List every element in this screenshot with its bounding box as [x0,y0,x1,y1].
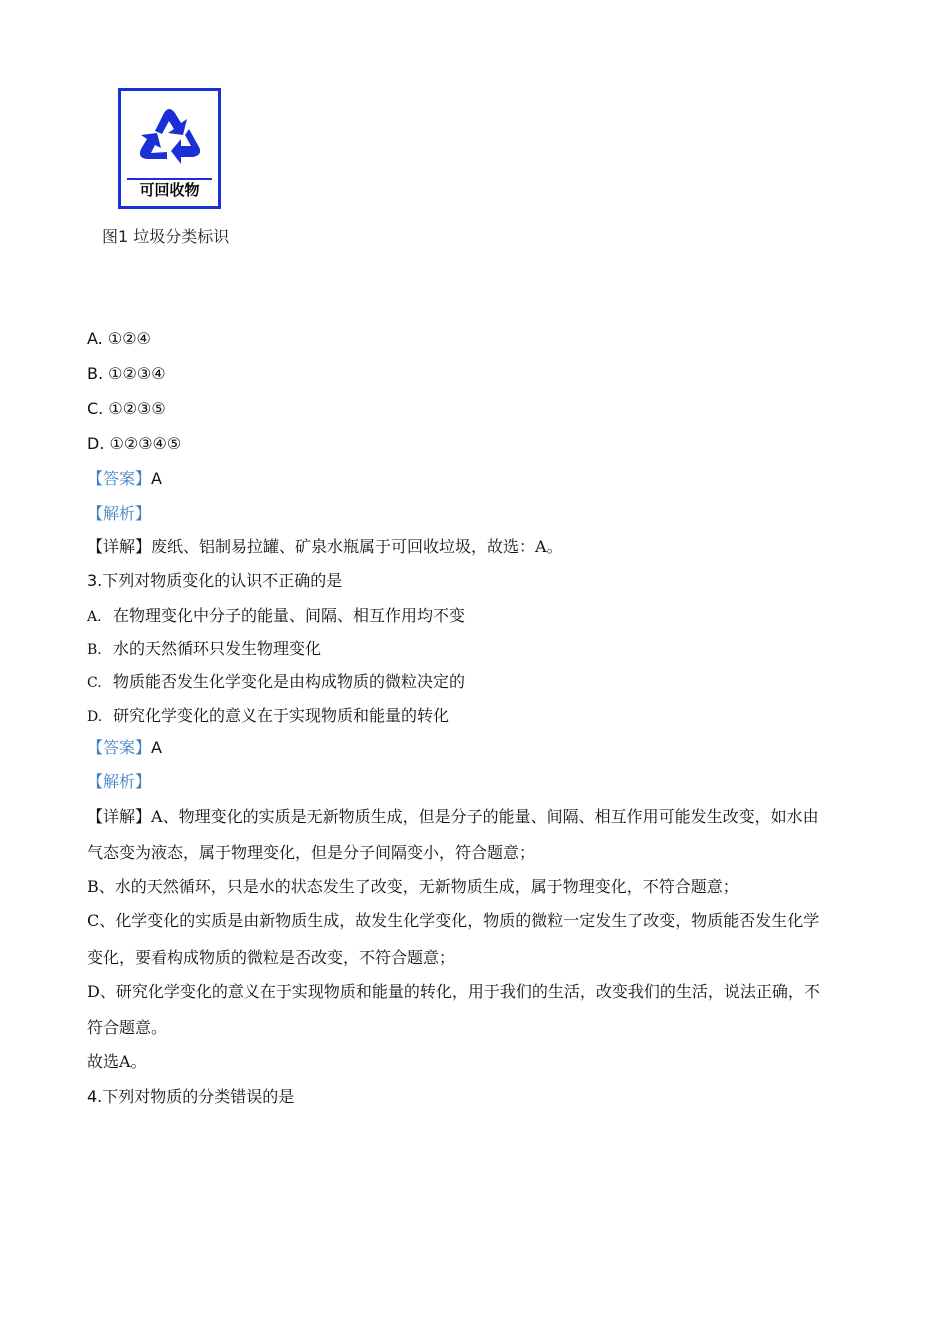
q2-option-a [87,329,151,349]
figure-1 [102,88,230,246]
q3-stem [87,571,342,591]
q4-stem [87,1087,294,1107]
option-text: 在物理变化中分子的能量、间隔、相互作用均不变 [113,606,466,625]
q3-option-c [87,672,465,693]
option-letter: C. [87,675,102,691]
q3-detail-line-1 [87,807,819,827]
answer-tag: 【答案】 [87,738,152,757]
detail-text: A、物理变化的实质是无新物质生成，但是分子的能量、间隔、相互作用可能发生改变，如水由 [151,807,819,826]
q3-analysis [87,772,151,792]
option-letter: A. [87,329,103,348]
q3-detail-line-7 [87,1018,167,1038]
q3-detail-line-3 [87,877,739,897]
q3-detail-line-5 [87,948,455,968]
q2-option-b [87,364,166,384]
q2-analysis [87,504,151,524]
option-letter: D. [87,434,105,453]
figure-caption: 图1 垃圾分类标识 [102,227,230,246]
detail-text: B、水的天然循环，只是水的状态发生了改变，无新物质生成，属于物理变化，不符合题意； [87,877,739,896]
question-number: 3. [87,571,103,590]
detail-text: C、化学变化的实质是由新物质生成，故发生化学变化，物质的微粒一定发生了改变，物质能否发生化学 [87,911,820,930]
option-letter: B. [87,642,102,658]
option-letter: C. [87,399,104,418]
detail-text: 符合题意。 [87,1018,168,1037]
q3-option-b [87,639,321,660]
answer-value: A [151,469,162,488]
detail-tag: 【详解】 [87,807,152,826]
recycle-icon [131,101,208,173]
detail-text: D、研究化学变化的意义在于实现物质和能量的转化，用于我们的生活，改变我们的生活，说法正确，不 [87,982,820,1001]
analysis-tag: 【解析】 [87,504,152,523]
q3-option-d [87,706,449,727]
question-stem: 下列对物质的分类错误的是 [102,1087,295,1106]
recycling-sign [118,88,221,209]
detail-text: 变化，要看构成物质的微粒是否改变，不符合题意； [87,948,456,967]
q3-detail-line-6 [87,982,820,1002]
option-text: ①②③⑤ [108,399,166,418]
q2-detail [87,537,563,557]
answer-value: A [151,738,162,757]
q3-detail-line-2 [87,843,535,863]
option-text: ①②④ [107,329,151,348]
answer-tag: 【答案】 [87,469,152,488]
option-text: 研究化学变化的意义在于实现物质和能量的转化 [113,706,450,725]
q3-answer [87,738,162,758]
option-text: 水的天然循环只发生物理变化 [113,639,322,658]
option-text: ①②③④⑤ [109,434,182,453]
q2-answer [87,469,162,489]
option-letter: B. [87,364,104,383]
sign-label: 可回收物 [127,178,212,200]
option-letter: A. [87,609,102,625]
q3-option-a [87,606,465,627]
q2-option-d [87,434,181,454]
analysis-tag: 【解析】 [87,772,152,791]
detail-text: 废纸、铝制易拉罐、矿泉水瓶属于可回收垃圾，故选：A。 [151,537,563,556]
detail-text: 故选A。 [87,1052,147,1071]
option-text: 物质能否发生化学变化是由构成物质的微粒决定的 [113,672,466,691]
q3-detail-line-4 [87,911,819,931]
detail-text: 气态变为液态，属于物理变化，但是分子间隔变小，符合题意； [87,843,536,862]
q2-option-c [87,399,166,419]
question-number: 4. [87,1087,103,1106]
question-stem: 下列对物质变化的认识不正确的是 [102,571,343,590]
option-text: ①②③④ [108,364,166,383]
detail-tag: 【详解】 [87,537,152,556]
option-letter: D. [87,709,103,725]
q3-detail-line-8 [87,1052,147,1072]
